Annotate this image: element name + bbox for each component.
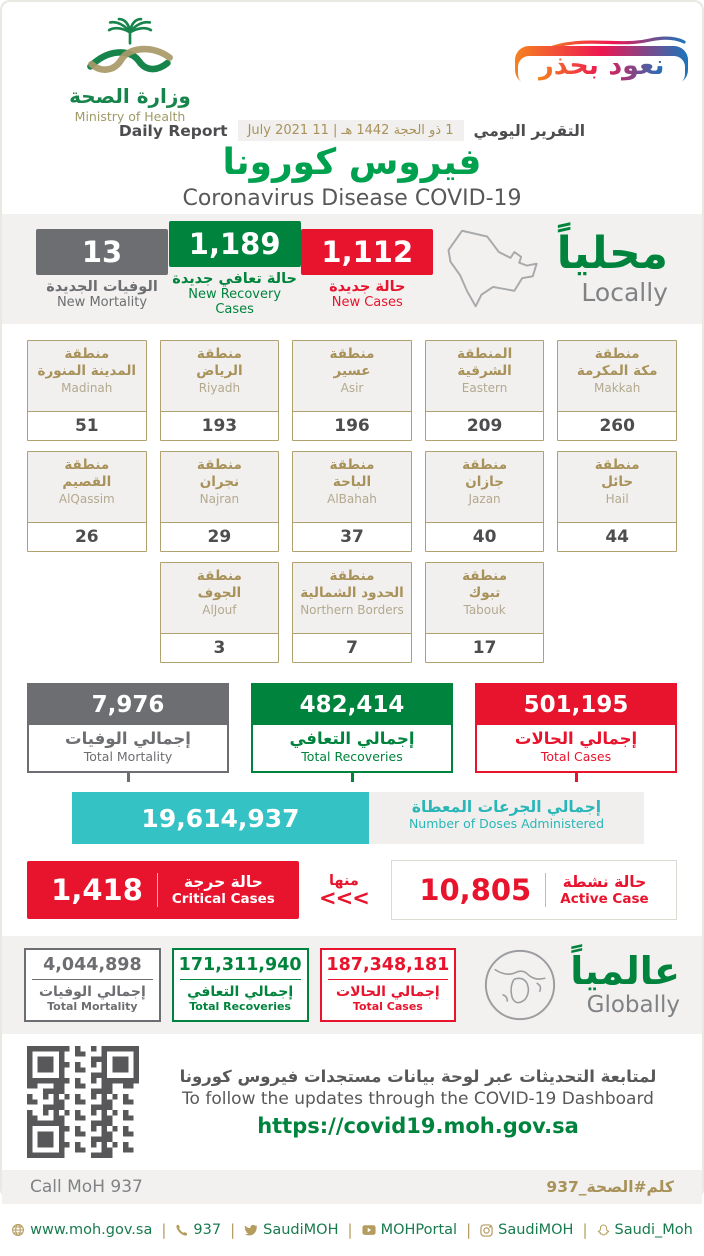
region-card-alqassim: منطقة القصيم AlQassim 26: [27, 451, 147, 552]
locally-heading-en: Locally: [581, 277, 668, 307]
return-with-caution-badge: [498, 32, 688, 84]
globally-heading-en: Globally: [586, 992, 681, 1018]
call-bar: [2, 1170, 702, 1204]
footer-social-bar: [2, 1204, 702, 1256]
critical-active-row: [27, 860, 677, 920]
total-recoveries: 482,414 إجمالي التعافي Total Recoveries: [251, 683, 453, 782]
tick-mark: [575, 773, 578, 782]
total-recoveries-value: 482,414: [253, 685, 451, 725]
new-mortality-value: 13: [36, 229, 168, 275]
global-mortality: 4,044,898 إجمالي الوفيات Total Mortality: [24, 948, 161, 1022]
globally-heading-ar: عالمياً: [570, 949, 681, 993]
region-value: 26: [74, 527, 99, 547]
new-recoveries-label-ar: حالة تعافي جديدة: [172, 271, 297, 287]
daily-report-label-en: Daily Report: [118, 121, 228, 140]
new-cases-stat: [301, 229, 433, 310]
region-card-makkah: منطقة مكة المكرمة Makkah 260: [557, 340, 677, 441]
new-recoveries-label-en: New Recovery Cases: [188, 287, 282, 317]
new-recoveries-stat: [169, 221, 301, 317]
global-recoveries: 171,311,940 إجمالي التعافي Total Recoveries: [172, 948, 309, 1022]
region-card-albahah: منطقة الباحة AlBahah 37: [292, 451, 412, 552]
call-hashtag-ar: كلم#الصحة_937: [546, 1178, 674, 1196]
region-value: 37: [340, 527, 364, 547]
globally-section: [2, 936, 702, 1034]
badge-inner: [518, 49, 684, 85]
page-title-ar: فيروس كورونا: [222, 142, 482, 183]
locally-heading: [556, 227, 668, 307]
total-mortality: 7,976 إجمالي الوفيات Total Mortality: [27, 683, 229, 782]
separator: |: [466, 1221, 472, 1239]
region-card-hail: منطقة حائل Hail 44: [557, 451, 677, 552]
total-mortality-value: 7,976: [29, 685, 227, 725]
ministry-name-ar: وزارة الصحة: [69, 84, 191, 108]
regions-grid: [2, 324, 702, 671]
region-card-aljouf: منطقة الجوف AlJouf 3: [160, 562, 280, 663]
footer-snapchat[interactable]: Saudi_Moh: [597, 1222, 693, 1238]
active-value: 10,805: [419, 873, 532, 907]
separator: |: [230, 1221, 236, 1239]
doses-label-ar: إجمالي الجرعات المعطاة: [411, 798, 602, 816]
youtube-icon: [362, 1224, 376, 1236]
doses-value: 19,614,937: [72, 792, 369, 844]
phone-icon: [175, 1224, 188, 1237]
region-value: 7: [346, 638, 358, 658]
totals-row: [2, 671, 702, 782]
region-card-eastern: المنطقة الشرقية Eastern 209: [425, 340, 545, 441]
region-value: 40: [472, 527, 497, 547]
region-card-asir: منطقة عسير Asir 196: [292, 340, 412, 441]
twitter-icon: [244, 1223, 258, 1237]
divider: [545, 873, 546, 907]
region-value: 209: [466, 416, 503, 436]
call-moh-label: Call MoH 937: [30, 1177, 143, 1197]
moh-logo-icon: [75, 18, 185, 84]
active-cases-box: 10,805 حالة نشطة Active Case: [391, 860, 677, 920]
region-value: 51: [74, 416, 99, 436]
qr-code: [27, 1046, 139, 1158]
region-value: 44: [605, 527, 630, 547]
moh-logo: [60, 18, 200, 124]
separator: |: [582, 1221, 588, 1239]
locally-heading-ar: محلياً: [556, 227, 668, 279]
region-value: 193: [201, 416, 238, 436]
locally-section: [2, 214, 702, 324]
of-which-pointer: منها <<<: [319, 872, 369, 910]
doses-bar: [72, 792, 644, 844]
region-value: 29: [207, 527, 232, 547]
footer-youtube[interactable]: MOHPortal: [362, 1222, 458, 1238]
dashboard-line-ar: لمتابعة التحديثات عبر لوحة بيانات مستجدات فيروس كورونا: [179, 1066, 657, 1086]
region-card-najran: منطقة نجران Najran 29: [160, 451, 280, 552]
region-card-northern-borders: منطقة الحدود الشمالية Northern Borders 7: [292, 562, 412, 663]
daily-report-label-ar: التقرير اليومي: [473, 121, 586, 140]
ministry-name-en: Ministry of Health: [74, 109, 186, 124]
region-value: 260: [599, 416, 635, 436]
footer-website[interactable]: www.moh.gov.sa: [11, 1222, 152, 1238]
footer-instagram[interactable]: SaudiMOH: [480, 1222, 573, 1238]
tick-mark: [351, 773, 354, 782]
header: [2, 2, 702, 214]
page-title-en: Coronavirus Disease COVID-19: [182, 186, 522, 211]
critical-value: 1,418: [51, 873, 143, 907]
new-cases-value: 1,112: [301, 229, 433, 275]
dashboard-section: [2, 1034, 702, 1166]
saudi-map-icon: [434, 223, 556, 315]
doses-label-en: Number of Doses Administered: [408, 816, 605, 831]
region-card-madinah: منطقة المدينة المنورة Madinah 51: [27, 340, 147, 441]
badge-text: نعود بحذر: [538, 49, 665, 81]
tick-mark: [127, 773, 130, 782]
new-cases-label-ar: حالة جديدة: [329, 278, 406, 295]
region-card-jazan: منطقة جازان Jazan 40: [425, 451, 545, 552]
new-recoveries-value: 1,189: [169, 221, 301, 267]
new-cases-label-en: New Cases: [331, 294, 403, 310]
divider: [157, 873, 158, 907]
region-value: 3: [213, 638, 226, 658]
footer-phone[interactable]: 937: [175, 1222, 221, 1238]
dashboard-url-link[interactable]: https://covid19.moh.gov.sa: [257, 1113, 579, 1138]
globally-heading: [570, 949, 681, 1018]
globe-icon: [11, 1223, 25, 1237]
separator: |: [347, 1221, 353, 1239]
total-cases: 501,195 إجمالي الحالات Total Cases: [475, 683, 677, 782]
snapchat-icon: [597, 1224, 610, 1237]
report-date: 1 ذو الحجة 1442 هـ | 11 July 2021: [238, 120, 464, 141]
separator: |: [161, 1221, 167, 1239]
critical-cases-box: 1,418 حالة حرجة Critical Cases: [27, 861, 299, 919]
region-card-tabouk: منطقة تبوك Tabouk 17: [425, 562, 545, 663]
new-mortality-label-ar: الوفيات الجديدة: [46, 278, 158, 295]
footer-twitter[interactable]: SaudiMOH: [244, 1222, 338, 1238]
global-cases: 187,348,181 إجمالي الحالات Total Cases: [320, 948, 457, 1022]
region-value: 17: [472, 638, 497, 658]
dashboard-line-en: To follow the updates through the COVID-19 Dashboard: [182, 1088, 654, 1109]
left-arrows-icon: <<<: [319, 885, 369, 910]
globe-icon: [481, 946, 559, 1024]
instagram-icon: [480, 1224, 493, 1237]
new-mortality-stat: [36, 229, 168, 310]
total-cases-value: 501,195: [477, 685, 675, 725]
region-value: 196: [334, 416, 370, 436]
region-card-riyadh: منطقة الرياض Riyadh 193: [160, 340, 280, 441]
new-mortality-label-en: New Mortality: [56, 294, 148, 310]
badge-frame: [515, 46, 688, 84]
report-line: [2, 120, 702, 141]
